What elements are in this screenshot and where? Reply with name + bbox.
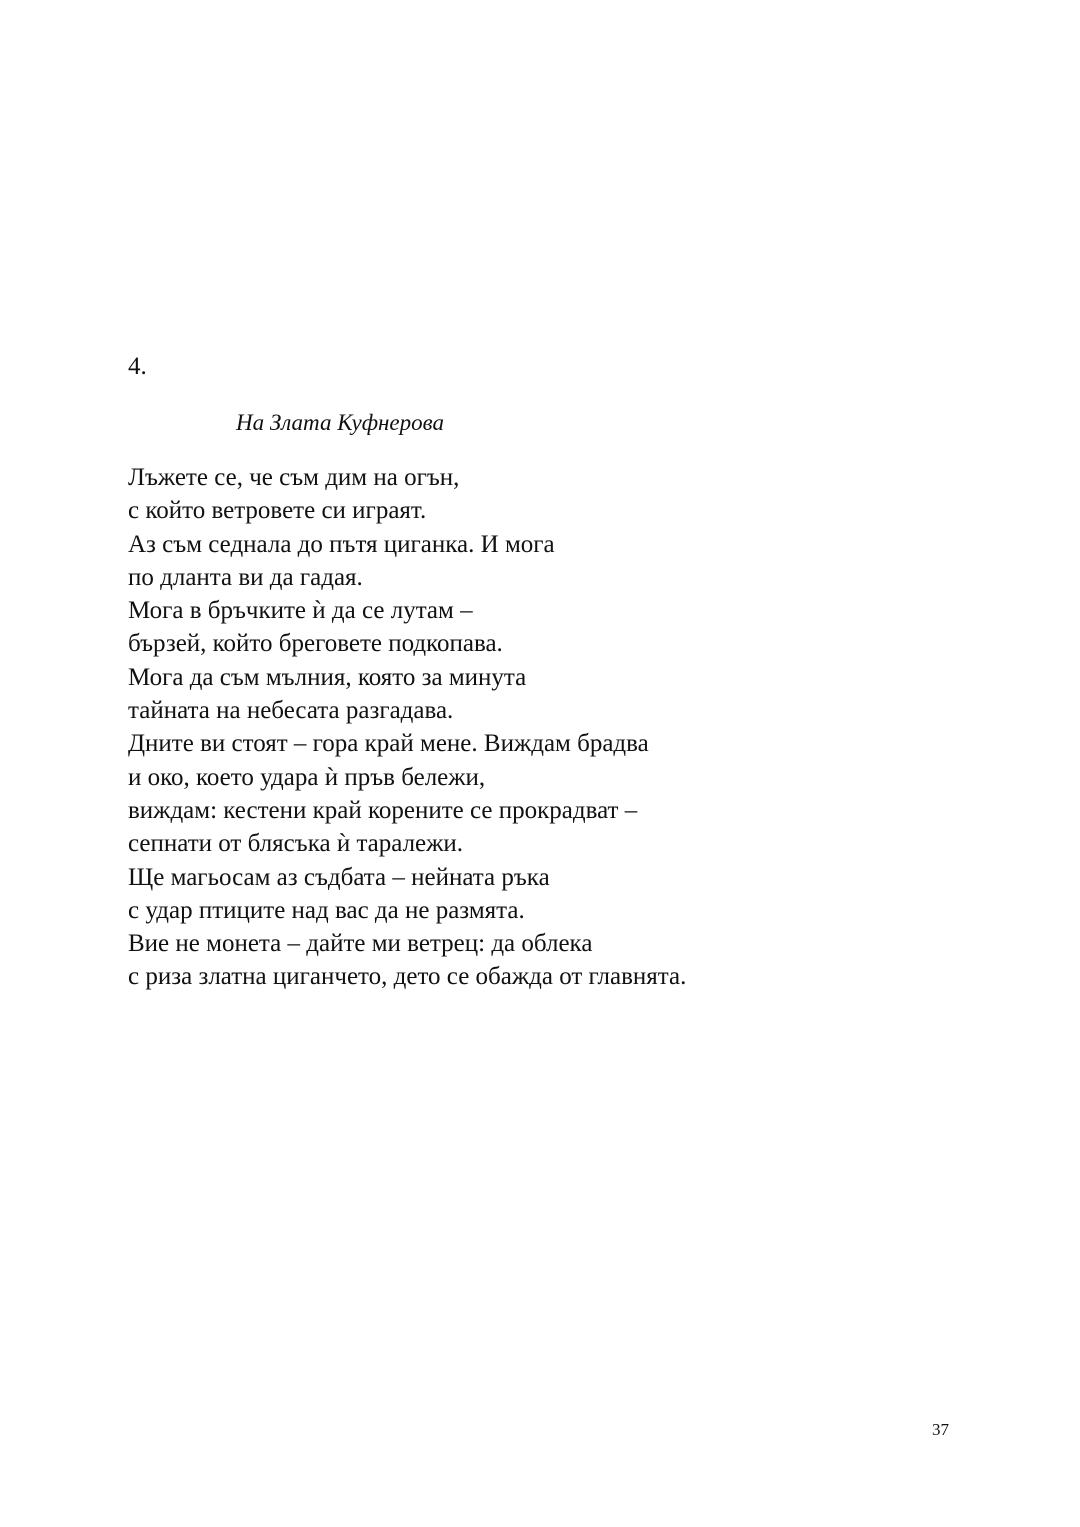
poem-line: Лъжете се, че съм дим на огън,: [128, 464, 460, 491]
poem-line: Ще магьосам аз съдбата – нейната ръка: [128, 863, 550, 891]
poem-dedication: На Злата Куфнерова: [236, 410, 444, 435]
poem-line: виждам: кестени край корените се прокрадват –: [128, 796, 638, 824]
poem-line: с риза златна циганчето, дето се обажда от главнята.: [128, 963, 687, 991]
poem-body: [128, 461, 686, 994]
poem-line: Мога да съм мълния, която за минута: [128, 663, 527, 691]
poem-line: с който ветровете си играят.: [128, 497, 427, 525]
poem-number: 4.: [128, 353, 147, 380]
poem-line: тайната на небесата разгадава.: [128, 697, 454, 725]
poem-line: с удар птиците над вас да не размята.: [128, 896, 525, 924]
poem-line: Дните ви стоят – гора край мене. Виждам брадва: [128, 730, 649, 758]
poem-line: по дланта ви да гадая.: [128, 563, 363, 591]
poem-line: бързей, който бреговете подкопава.: [128, 630, 503, 658]
poem-line: и око, което удара ѝ пръв бележи,: [128, 763, 486, 791]
poem-line: Мога в бръчките ѝ да се лутам –: [128, 597, 473, 625]
poem-line: Аз съм седнала до пътя циганка. И мога: [128, 530, 555, 558]
page-number: 37: [932, 1420, 949, 1439]
poem-line: Вие не монета – дайте ми ветрец: да облека: [128, 930, 593, 958]
poem-line: сепнати от блясъка ѝ таралежи.: [128, 830, 464, 858]
